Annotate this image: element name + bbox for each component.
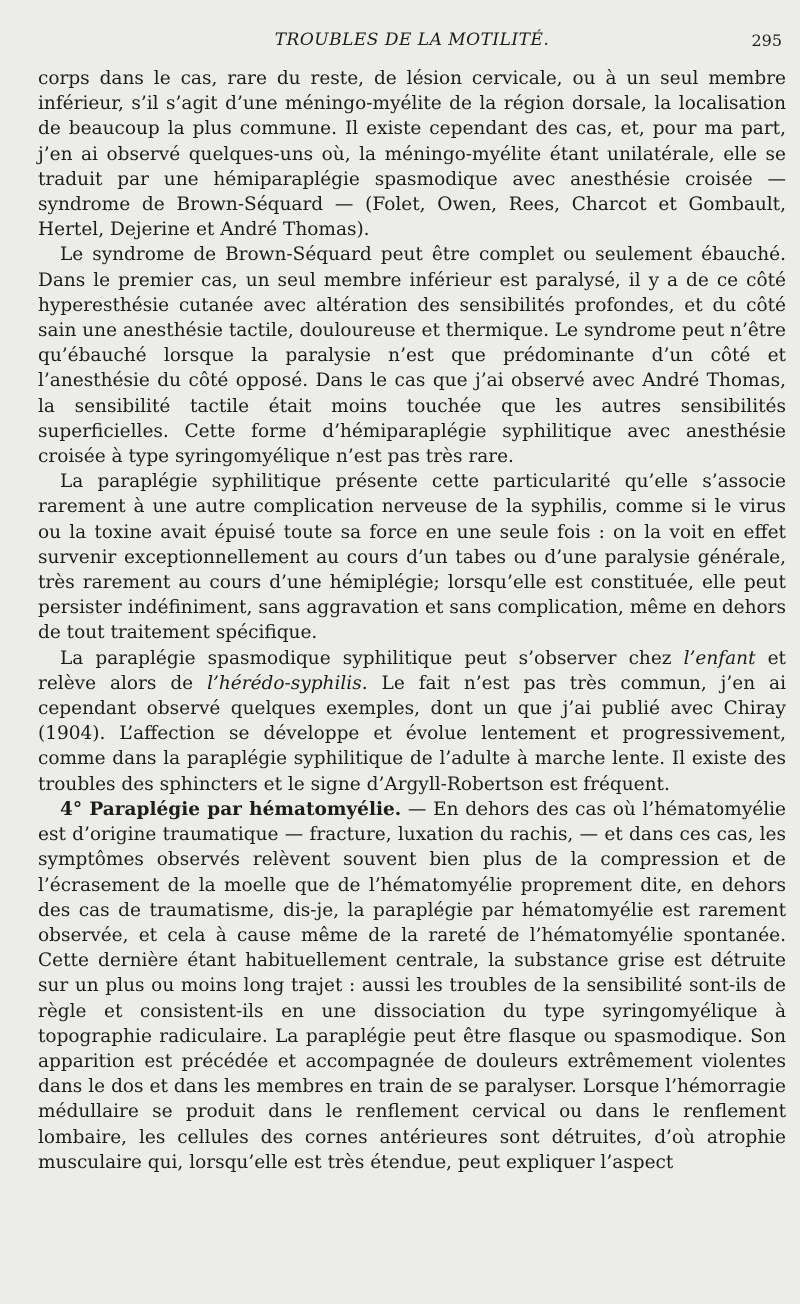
- running-head: [40, 30, 784, 54]
- body-text: [38, 66, 786, 1175]
- emphasis-heredo-syphilis: l’hérédo-syphilis: [207, 672, 362, 694]
- paragraph-brown-sequard: Le syndrome de Brown-Séquard peut être complet ou seulement ébauché. Dans le premier cas, un seul membre inférieur est paralysé, il y a de ce côté hyperesthésie cutanée avec altération des sensibilités profondes, et du côté sain une anesthésie tactile, douloureuse et thermique. Le syndrome peut n’être qu’ébauché lorsque la paralysie n’est que prédominante d’un côté et l’anesthésie du côté opposé. Dans le cas que j’ai observé avec André Thomas, la sensibilité tactile était moins touchée que les autres sensibilités superficielles. Cette forme d’hémiparaplégie syphilitique avec anesthésie croisée à type syringomyélique n’est pas très rare.: [38, 244, 787, 468]
- page-number: 295: [751, 31, 782, 50]
- section-heading: 4° Paraplégie par hématomyélie.: [60, 798, 402, 820]
- paragraph-child-tail: . Le fait n’est pas très commun, j’en ai cependant observé quelques exemples, dont un que j’ai publié avec Chiray (1904). L’affection se développe et évolue lentement et progressivement, comme dans la paraplégie syphilitique de l’adulte à marche lente. Il existe des troubles des sphincters et le signe d’Argyll-Robertson est fréquent.: [38, 672, 786, 795]
- paragraph-child-lead: La paraplégie spasmodique syphilitique peut s’observer chez: [60, 647, 684, 669]
- paragraph-hematomyelie: [38, 797, 786, 1175]
- paragraph-child-mid: et relève alors de: [38, 647, 786, 694]
- paragraph-hematomyelie-text: — En dehors des cas où l’hématomyélie est d’origine traumatique — fracture, luxation du rachis, — et dans ces cas, les symptômes observés relèvent souvent bien plus de la compression et de l’écrasement de la moelle que de l’hématomyélie proprement dite, en dehors des cas de traumatisme, dis-je, la paraplégie par hématomyélie est rarement observée, et cela à cause même de la rareté de l’hématomyélie spontanée. Cette dernière étant habituellement centrale, la substance grise est détruite sur un plus ou moins long trajet : aussi les troubles de la sensibilité sont-ils de règle et consistent-ils en une dissociation du type syringomyélique à topographie radiculaire. La paraplégie peut être flasque ou spasmodique. Son apparition est précédée et accompagnée de douleurs extrêmement violentes dans le dos et dans les membres en train de se paralyser. Lorsque l’hémorragie médullaire se produit dans le renflement cervical ou dans le renflement lombaire, les cellules des cornes antérieures sont détruites, d’où atrophie musculaire qui, lorsqu’elle est très étendue, peut expliquer l’aspect: [38, 798, 786, 1173]
- paragraph-child-paraplegia: [38, 646, 786, 797]
- running-title: TROUBLES DE LA MOTILITÉ.: [274, 30, 550, 50]
- paragraph-continuation: corps dans le cas, rare du reste, de lésion cervicale, ou à un seul membre inférieur, s’il s’agit d’une méningo-myélite de la région dorsale, la localisation de beaucoup la plus commune. Il existe cependant des cas, et, pour ma part, j’en ai observé quelques-uns où, la méningo-myélite étant unilatérale, elle se traduit par une hémiparaplégie spasmodique avec anesthésie croisée — syndrome de Brown-Séquard — (Folet, Owen, Rees, Charcot et Gombault, Hertel, Dejerine et André Thomas).: [38, 68, 786, 241]
- emphasis-enfant: l’enfant: [683, 647, 756, 669]
- paragraph-syphilitic-association: La paraplégie syphilitique présente cette particularité qu’elle s’associe rarement à une autre complication nerveuse de la syphilis, comme si le virus ou la toxine avait épuisé toute sa force en une seule fois : on la voit en effet survenir exceptionnellement au cours d’un tabes ou d’une paralysie générale, très rarement au cours d’une hémiplégie; lorsqu’elle est constituée, elle peut persister indéfiniment, sans aggravation et sans complication, même en dehors de tout traitement spécifique.: [38, 471, 786, 644]
